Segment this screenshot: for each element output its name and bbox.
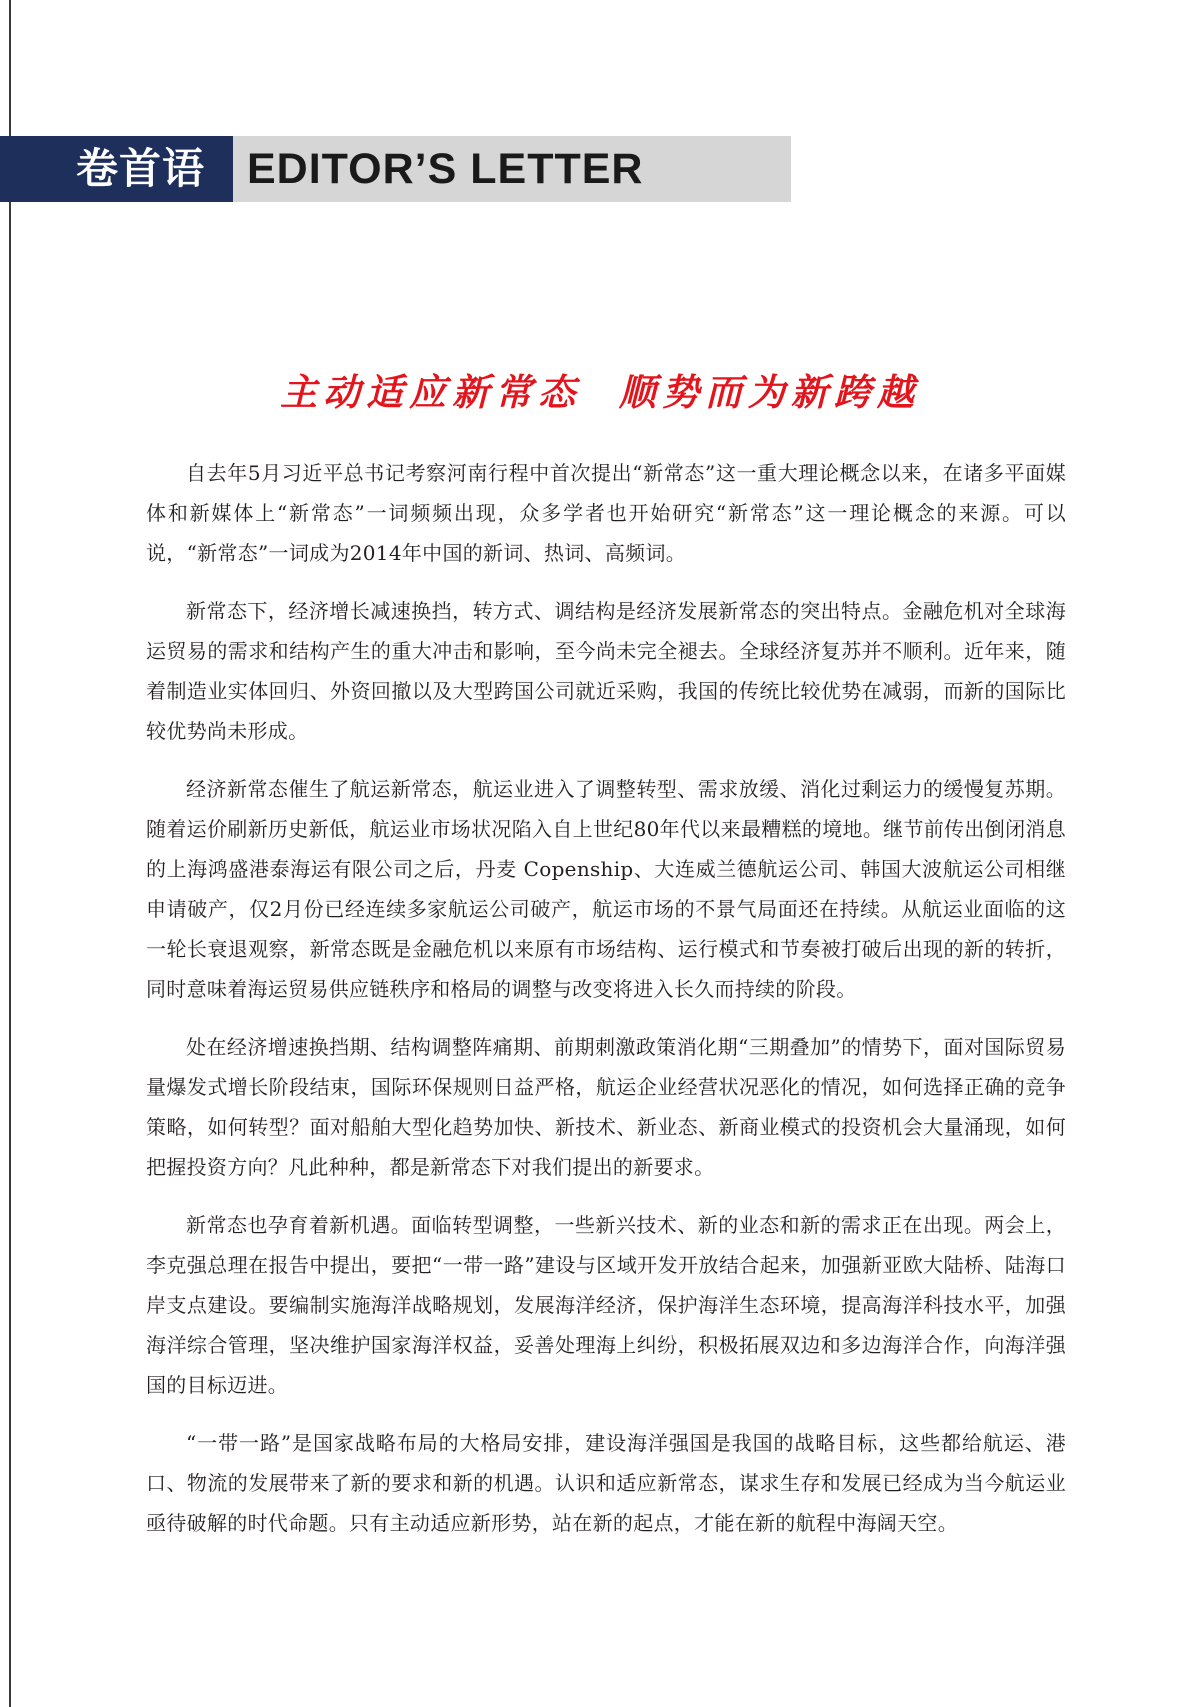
paragraph-5: 新常态也孕育着新机遇。面临转型调整，一些新兴技术、新的业态和新的需求正在出现。两会上，李克强总理在报告中提出，要把“一带一路”建设与区域开发开放结合起来，加强新亚欧大陆桥、陆海口岸支点建设。要编制实施海洋战略规划，发展海洋经济，保护海洋生态环境，提高海洋科技水平，加强海洋综合管理，坚决维护国家海洋权益，妥善处理海上纠纷，积极拓展双边和多边海洋合作，向海洋强国的目标迈进。 <box>146 1213 1066 1397</box>
paragraph-6: “一带一路”是国家战略布局的大格局安排，建设海洋强国是我国的战略目标，这些都给航运、港口、物流的发展带来了新的要求和新的机遇。认识和适应新常态，谋求生存和发展已经成为当今航运业亟待破解的时代命题。只有主动适应新形势，站在新的起点，才能在新的航程中海阔天空。 <box>146 1431 1066 1535</box>
paragraph-3: 经济新常态催生了航运新常态，航运业进入了调整转型、需求放缓、消化过剩运力的缓慢复苏期。随着运价刷新历史新低，航运业市场状况陷入自上世纪80年代以来最糟糕的境地。继节前传出倒闭消息的上海鸿盛港泰海运有限公司之后，丹麦 Copenship、大连威兰德航运公司、韩国大波航运公司相继申请破产，仅2月份已经连续多家航运公司破产，航运市场的不景气局面还在持续。从航运业面临的这一轮长衰退观察，新常态既是金融危机以来原有市场结构、运行模式和节奏被打破后出现的新的转折，同时意味着海运贸易供应链秩序和格局的调整与改变将进入长久而持续的阶段。 <box>146 777 1066 1001</box>
section-header <box>0 136 791 202</box>
section-title-cn: 卷首语 <box>0 136 233 202</box>
paragraph-4: 处在经济增速换挡期、结构调整阵痛期、前期刺激政策消化期“三期叠加”的情势下，面对国际贸易量爆发式增长阶段结束，国际环保规则日益严格，航运企业经营状况恶化的情况，如何选择正确的竞争策略，如何转型？面对船舶大型化趋势加快、新技术、新业态、新商业模式的投资机会大量涌现，如何把握投资方向？凡此种种，都是新常态下对我们提出的新要求。 <box>146 1035 1066 1179</box>
section-title-en: EDITOR’S LETTER <box>233 136 791 202</box>
paragraph-1: 自去年5月习近平总书记考察河南行程中首次提出“新常态”这一重大理论概念以来，在诸多平面媒体和新媒体上“新常态”一词频频出现，众多学者也开始研究“新常态”这一理论概念的来源。可以说，“新常态”一词成为2014年中国的新词、热词、高频词。 <box>146 461 1066 565</box>
article-title: 主动适应新常态 顺势而为新跨越 <box>280 371 920 414</box>
page-margin-rule <box>9 0 11 1707</box>
paragraph-2: 新常态下，经济增长减速换挡，转方式、调结构是经济发展新常态的突出特点。金融危机对全球海运贸易的需求和结构产生的重大冲击和影响，至今尚未完全褪去。全球经济复苏并不顺利。近年来，随着制造业实体回归、外资回撤以及大型跨国公司就近采购，我国的传统比较优势在减弱，而新的国际比较优势尚未形成。 <box>146 599 1066 743</box>
article-body <box>146 453 1066 1561</box>
